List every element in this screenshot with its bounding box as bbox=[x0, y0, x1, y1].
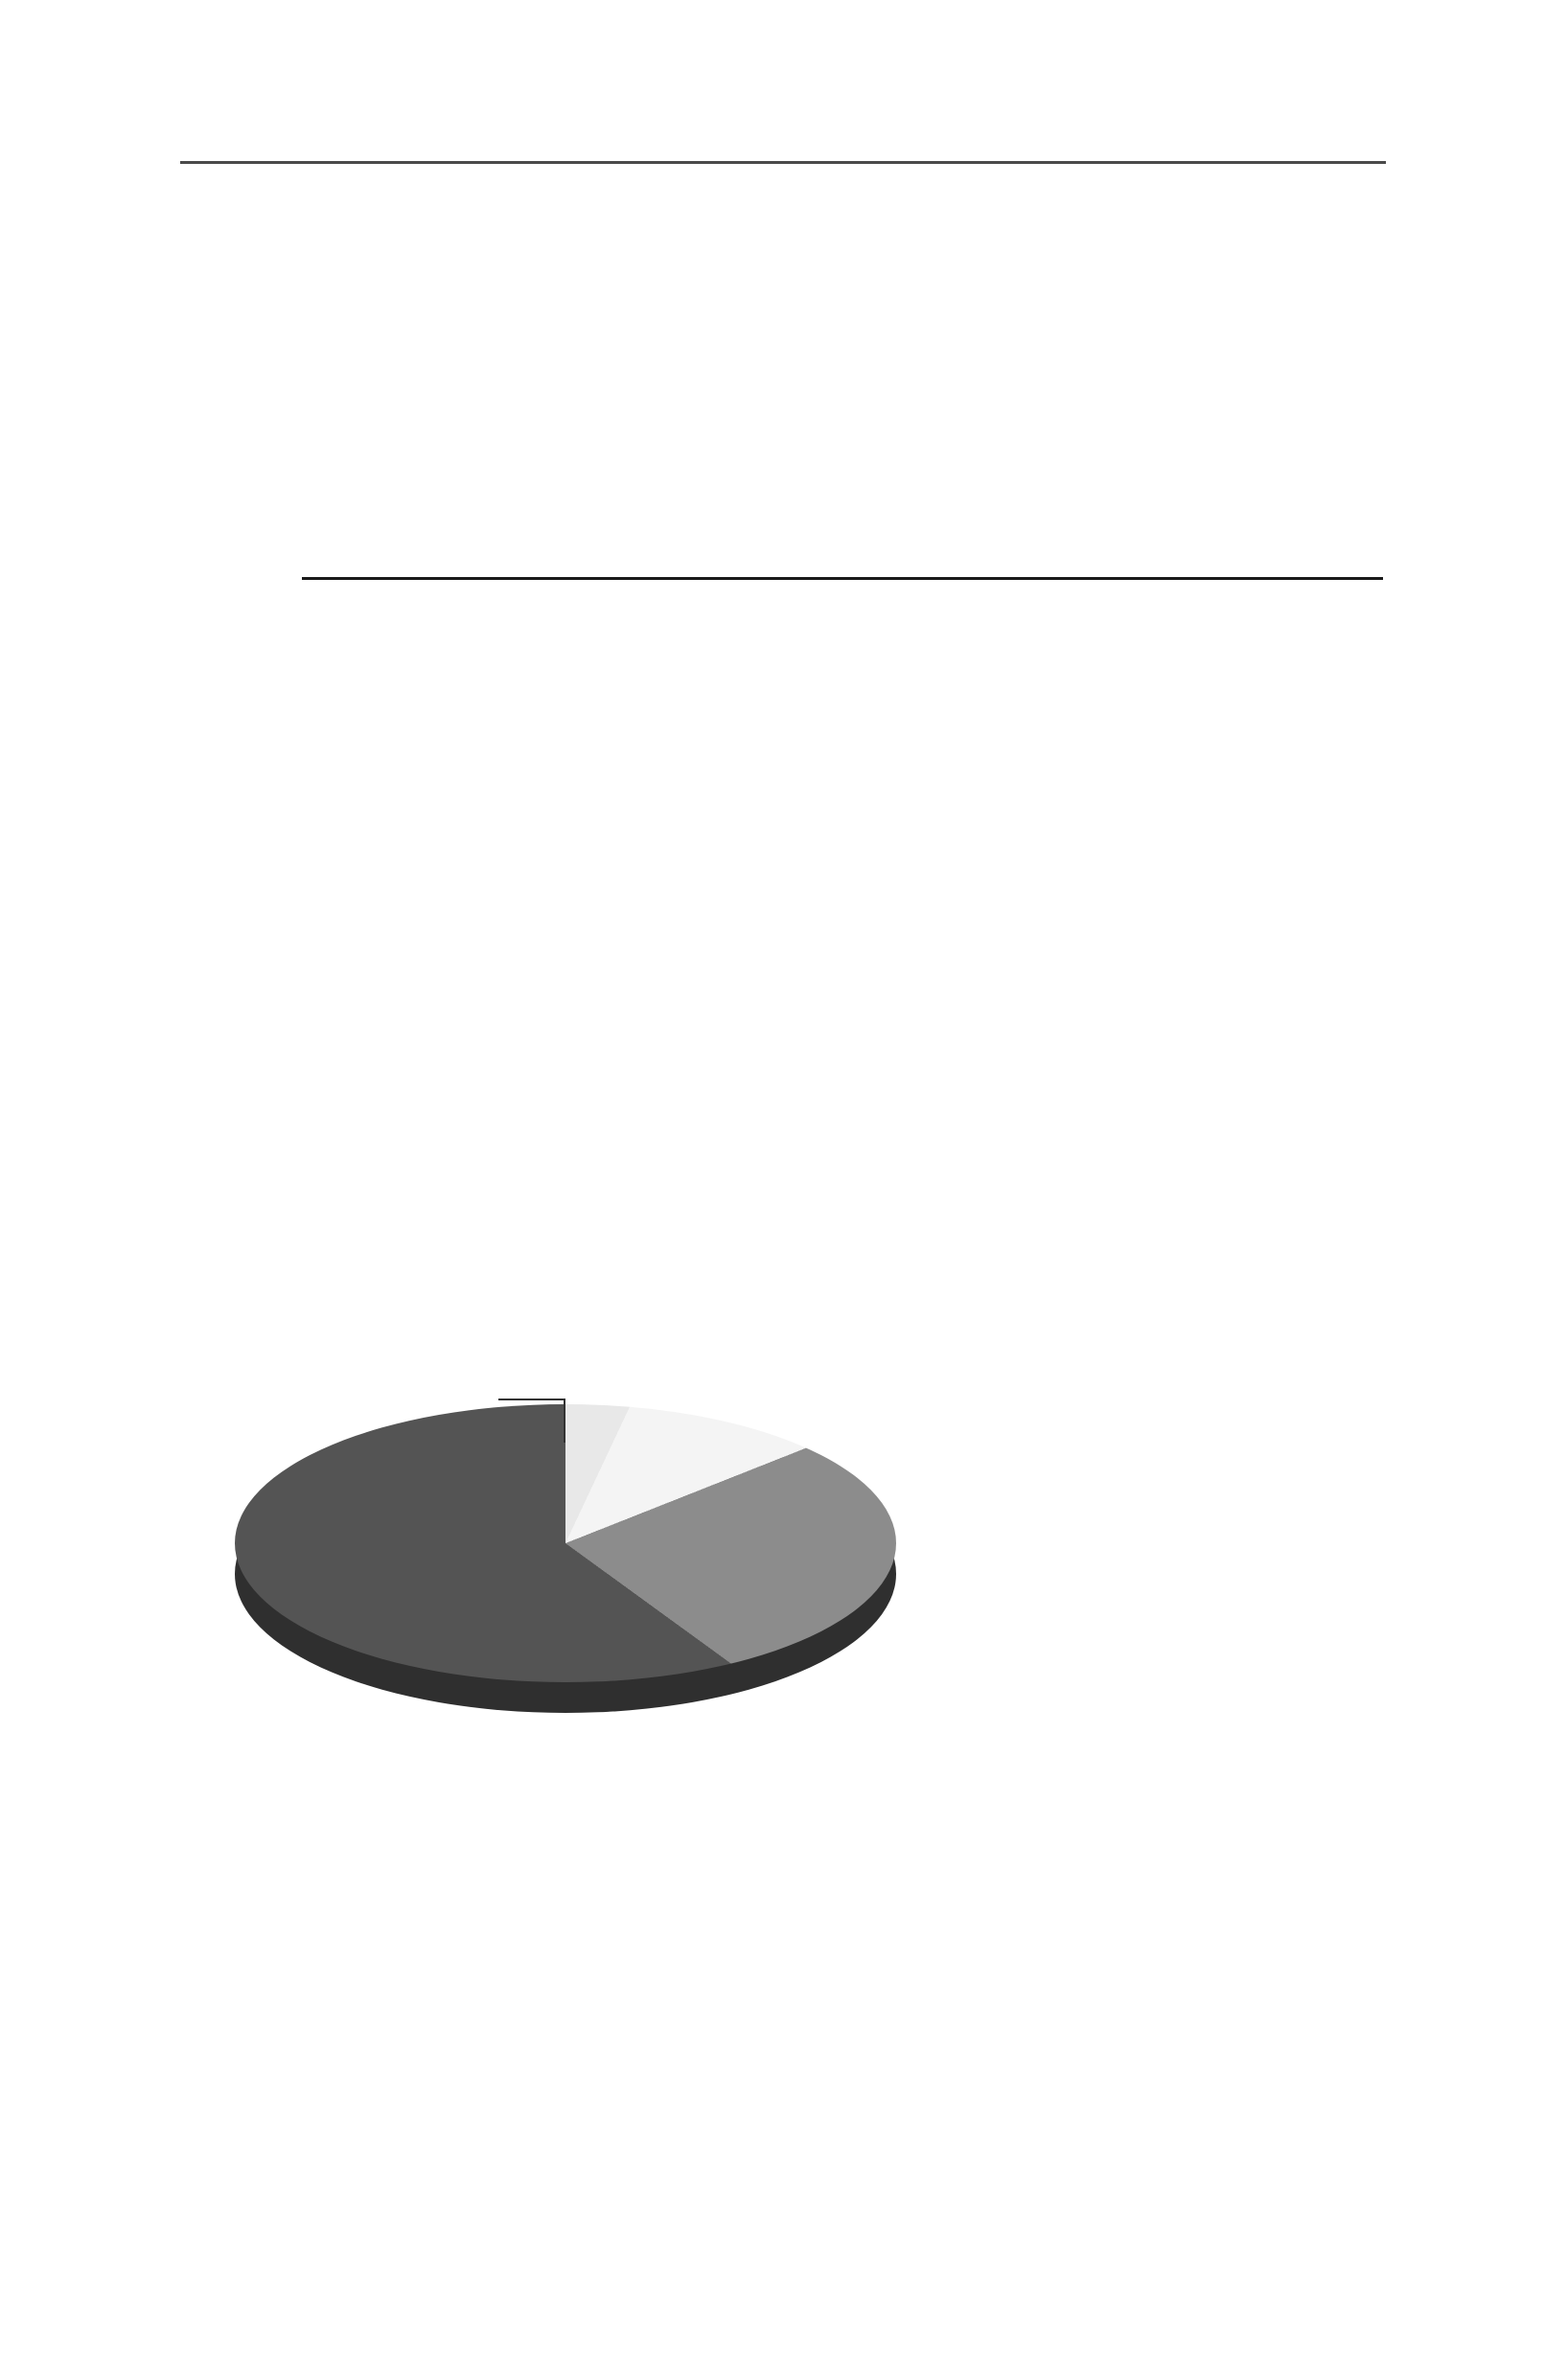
leader-line-execution bbox=[564, 1399, 565, 1443]
bar-series bbox=[302, 216, 1383, 577]
leader-line-execution-horizontal bbox=[498, 1399, 565, 1400]
y-axis bbox=[177, 216, 290, 580]
figure-4-bar-chart bbox=[177, 216, 1395, 877]
pie-graphic bbox=[182, 1366, 949, 1711]
plot-area bbox=[302, 216, 1383, 580]
pie-slices bbox=[235, 1404, 896, 1682]
x-axis-labels bbox=[302, 586, 1383, 873]
figure-5-pie-chart bbox=[182, 1313, 1390, 1764]
header-divider bbox=[180, 161, 1386, 164]
x-axis-line bbox=[302, 577, 1383, 580]
